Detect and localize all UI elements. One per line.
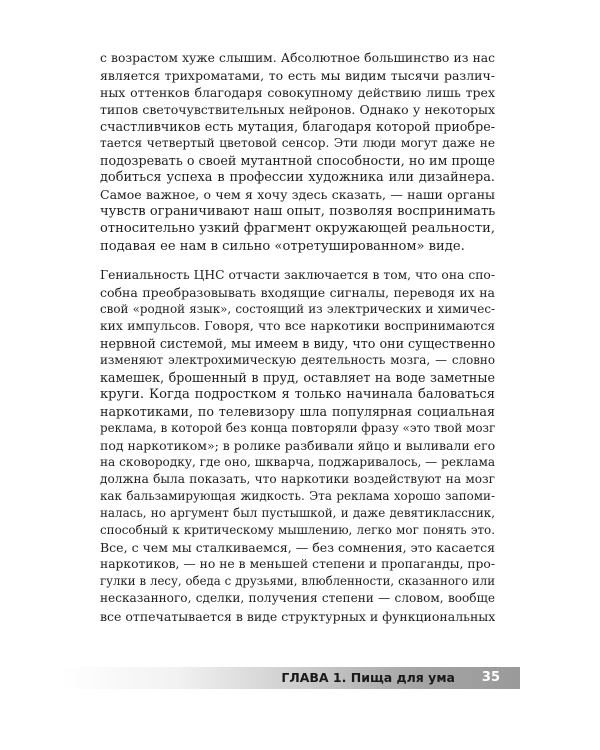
chapter-title: ГЛАВА 1. Пища для ума xyxy=(281,670,455,685)
text-line: несказанного, сделки, получения степени — словом, вообще xyxy=(100,591,495,606)
text-line: ких импульсов. Говоря, что все наркотики воспринимаются xyxy=(100,318,495,333)
page-number: 35 xyxy=(481,670,500,685)
text-line: собна преобразовывать входящие сигналы, переводя их на xyxy=(100,284,495,300)
text-line: чувств ограничивают наш опыт, позволяя воспринимать xyxy=(100,204,495,220)
text-line: гулки в лесу, обеда с друзьями, влюбленности, сказанного или xyxy=(100,574,495,589)
text-line: типов светочувствительных нейронов. Однако у некоторых xyxy=(100,102,495,118)
text-line: с возрастом хуже слышим. Абсолютное большинство из нас xyxy=(100,51,495,65)
text-line: является трихроматами, то есть мы видим тысячи различ- xyxy=(100,68,495,84)
text-line: подавая ее нам в сильно «отретушированном» виде. xyxy=(100,238,465,254)
text-line: относительно узкий фрагмент окружающей реальности, xyxy=(100,221,495,237)
text-line: налась, но аргумент был пустышкой, и даже девятиклассник, xyxy=(100,506,495,521)
page-footer xyxy=(60,667,520,689)
text-line: изменяют электрохимическую деятельность мозга, — словно xyxy=(100,352,495,367)
text-line: добиться успеха в профессии художника или дизайнера. xyxy=(100,170,495,186)
text-line: Гениальность ЦНС отчасти заключается в том, что она спо- xyxy=(100,267,495,282)
text-line: наркотиками, по телевизору шла популярная социальная xyxy=(100,403,495,419)
text-line: наркотиков, — но не в меньшей степени и пропаганды, про- xyxy=(100,557,495,572)
text-line: ных оттенков благодаря совокупному действию лишь трех xyxy=(100,85,495,101)
text-line: должна была показать, что наркотики воздействуют на мозг xyxy=(100,472,495,487)
text-line: на сковородку, где оно, шкварча, поджаривалось, — реклама xyxy=(100,455,495,470)
text-line: подозревать о своей мутантной способности, но им проще xyxy=(100,153,495,169)
text-line: Все, с чем мы сталкиваемся, — без сомнения, это касается xyxy=(100,540,495,556)
text-line: способный к критическому мышлению, легко мог понять это. xyxy=(100,523,495,538)
paragraph-1 xyxy=(100,50,495,255)
text-line: как бальзамирующая жидкость. Эта реклама хорошо запоми- xyxy=(100,489,495,504)
paragraph-2 xyxy=(100,267,495,625)
text-line: свой «родной язык», состоящий из электрических и химичес- xyxy=(100,301,495,316)
text-line: все отпечатывается в виде структурных и функциональных xyxy=(100,608,495,624)
text-line: Самое важное, о чем я хочу здесь сказать, — наши органы xyxy=(100,187,495,203)
text-line: счастливчиков есть мутация, благодаря которой приобре- xyxy=(100,119,495,135)
text-line: камешек, брошенный в пруд, оставляет на воде заметные xyxy=(100,369,495,385)
text-line: тается четвертый цветовой сенсор. Эти люди могут даже не xyxy=(100,136,495,151)
text-line: реклама, в которой без конца повторяли фразу «это твой мозг xyxy=(100,420,495,435)
text-line: круги. Когда подростком я только начинала баловаться xyxy=(100,386,495,402)
text-line: под наркотиком»; в ролике разбивали яйцо и выливали его xyxy=(100,438,495,454)
text-line: нервной системой, мы имеем в виду, что они существенно xyxy=(100,335,495,351)
paragraph-spacer xyxy=(100,255,495,267)
page-body xyxy=(100,50,495,625)
